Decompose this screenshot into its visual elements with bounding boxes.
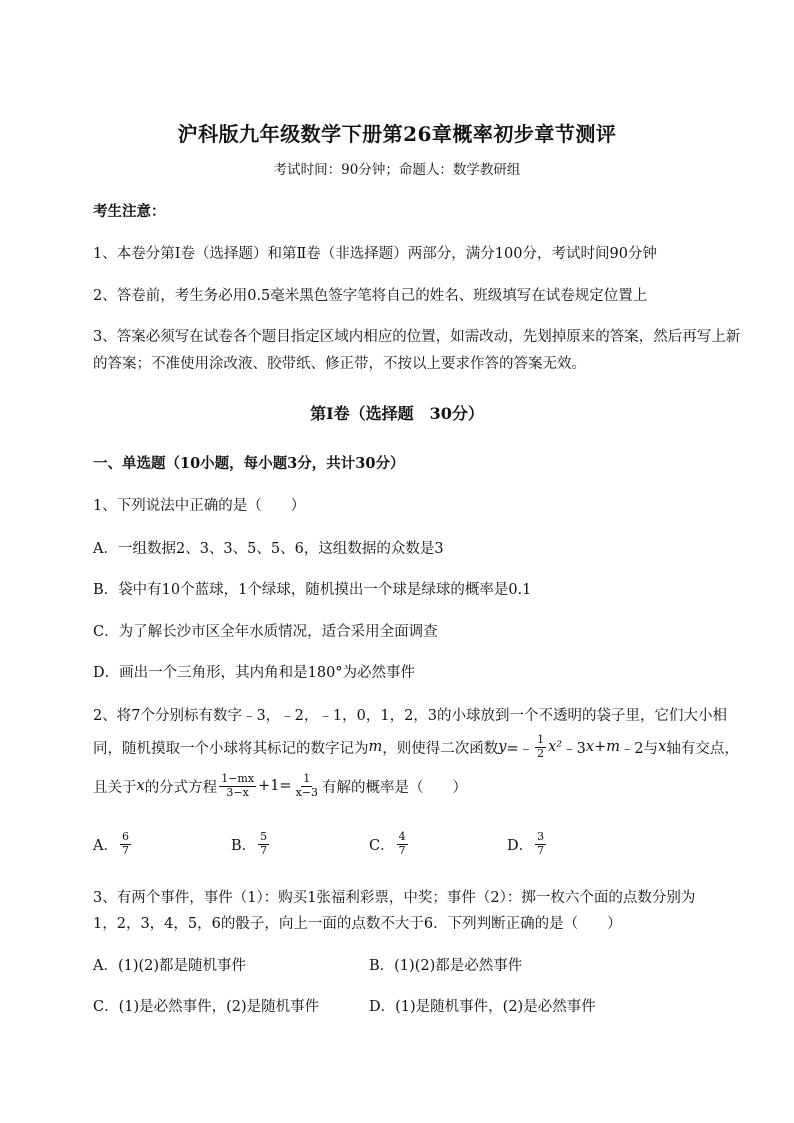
- fraction-denominator: 7: [398, 843, 406, 857]
- q2-equation: ﹣3: [562, 740, 586, 757]
- q2-text: 的分式方程: [144, 779, 218, 796]
- q2-option-b: [231, 826, 271, 862]
- fraction-numerator: 6: [121, 829, 129, 843]
- part-heading: 一、单选题（10小题，每小题3分，共计30分）: [93, 455, 405, 472]
- fraction-numerator: 4: [398, 829, 406, 843]
- q2-line2: [93, 731, 739, 763]
- q2-equation: ﹣2与: [619, 740, 659, 757]
- fraction-denominator: 7: [121, 843, 129, 857]
- note-item: 的答案；不准使用涂改液、胶带纸、修正带，不按以上要求作答的答案无效。: [93, 356, 586, 372]
- option-fraction: [120, 831, 131, 857]
- note-item: 3、答案必须写在试卷各个题目指定区域内相应的位置，如需改动，先划掉原来的答案，然后再写上新: [93, 329, 741, 345]
- fraction-numerator: 1: [303, 771, 311, 785]
- q3-option-a: A．(1)(2)都是随机事件: [93, 958, 247, 974]
- option-label: B．: [231, 837, 257, 854]
- note-item: 2、答卷前，考生务必用0.5毫米黑色签字笔将自己的姓名、班级填写在试卷规定位置上: [93, 288, 648, 304]
- q1-option-b: B．袋中有10个蓝球，1个绿球，随机摸出一个球是绿球的概率是0.1: [93, 582, 532, 598]
- fraction-equation-lhs: [219, 773, 256, 799]
- q2-option-c: [369, 826, 410, 862]
- q1-option-a: A．一组数据2、3、3、5、5、6，这组数据的众数是3: [93, 541, 444, 557]
- q2-text: 有解的概率是（ ）: [322, 779, 467, 796]
- option-fraction: [535, 831, 546, 857]
- option-label: D．: [507, 837, 534, 854]
- fraction-equation-rhs: [294, 773, 320, 799]
- q2-line3: [93, 768, 467, 804]
- q3-line1: 3、有两个事件，事件（1）：购买1张福利彩票，中奖；事件（2）：掷一枚六个面的点数分别为: [93, 890, 696, 906]
- fraction-half: [535, 734, 546, 760]
- fraction-numerator: 1−mx: [221, 771, 255, 785]
- q2-text: ，则使得二次函数: [382, 740, 499, 757]
- exam-info: 考试时间：90分钟；命题人：数学教研组: [273, 162, 521, 178]
- option-fraction: [397, 831, 408, 857]
- fraction-denominator: 7: [537, 843, 545, 857]
- q2-option-d: [507, 826, 548, 862]
- q2-equation: +1=: [258, 778, 292, 794]
- fraction-denominator: 3−x: [226, 785, 249, 799]
- variable-y: y: [498, 739, 507, 755]
- fraction-numerator: 5: [260, 829, 268, 843]
- fraction-denominator: x−3: [295, 785, 318, 799]
- q2-line1: 2、将7个分别标有数字﹣3，﹣2，﹣1，0，1，2，3的小球放到一个不透明的袋子里，它们大小相: [93, 708, 728, 724]
- q1-option-d: D．画出一个三角形，其内角和是180°为必然事件: [93, 665, 416, 681]
- q2-equation: +: [594, 739, 607, 755]
- q1-option-c: C．为了解长沙市区全年水质情况，适合采用全面调查: [93, 624, 438, 640]
- variable-m: m: [606, 739, 620, 755]
- page-title: 沪科版九年级数学下册第26章概率初步章节测评: [177, 122, 617, 146]
- q2-text: 同，随机摸取一个小球将其标记的数字记为: [93, 740, 369, 757]
- q2-text: 轴有交点，: [666, 740, 739, 757]
- variable-x-squared: x²: [548, 739, 563, 755]
- fraction-denominator: 2: [537, 746, 545, 760]
- option-label: C．: [369, 837, 395, 854]
- q2-option-a: [93, 826, 133, 862]
- q2-equation: =﹣: [506, 740, 534, 757]
- fraction-denominator: 7: [260, 843, 268, 857]
- variable-x: x: [136, 778, 145, 794]
- note-item: 1、本卷分第I卷（选择题）和第Ⅱ卷（非选择题）两部分，满分100分，考试时间90分钟: [93, 246, 657, 262]
- fraction-numerator: 3: [537, 829, 545, 843]
- fraction-numerator: 1: [537, 732, 545, 746]
- option-fraction: [258, 831, 269, 857]
- q2-text: 且关于: [93, 779, 137, 796]
- q3-option-d: D．(1)是随机事件，(2)是必然事件: [369, 999, 596, 1015]
- q3-option-c: C．(1)是必然事件，(2)是随机事件: [93, 999, 320, 1015]
- variable-x: x: [658, 739, 667, 755]
- notes-heading: 考生注意：: [93, 203, 166, 220]
- q3-line2: 1，2，3，4，5，6的骰子，向上一面的点数不大于6．下列判断正确的是（ ）: [93, 916, 622, 932]
- section-title: 第I卷（选择题 30分）: [310, 404, 484, 423]
- variable-x: x: [585, 739, 595, 755]
- option-label: A．: [93, 837, 118, 854]
- variable-m: m: [368, 739, 383, 755]
- q1-stem: 1、下列说法中正确的是（ ）: [93, 498, 306, 514]
- q3-option-b: B．(1)(2)都是必然事件: [369, 958, 523, 974]
